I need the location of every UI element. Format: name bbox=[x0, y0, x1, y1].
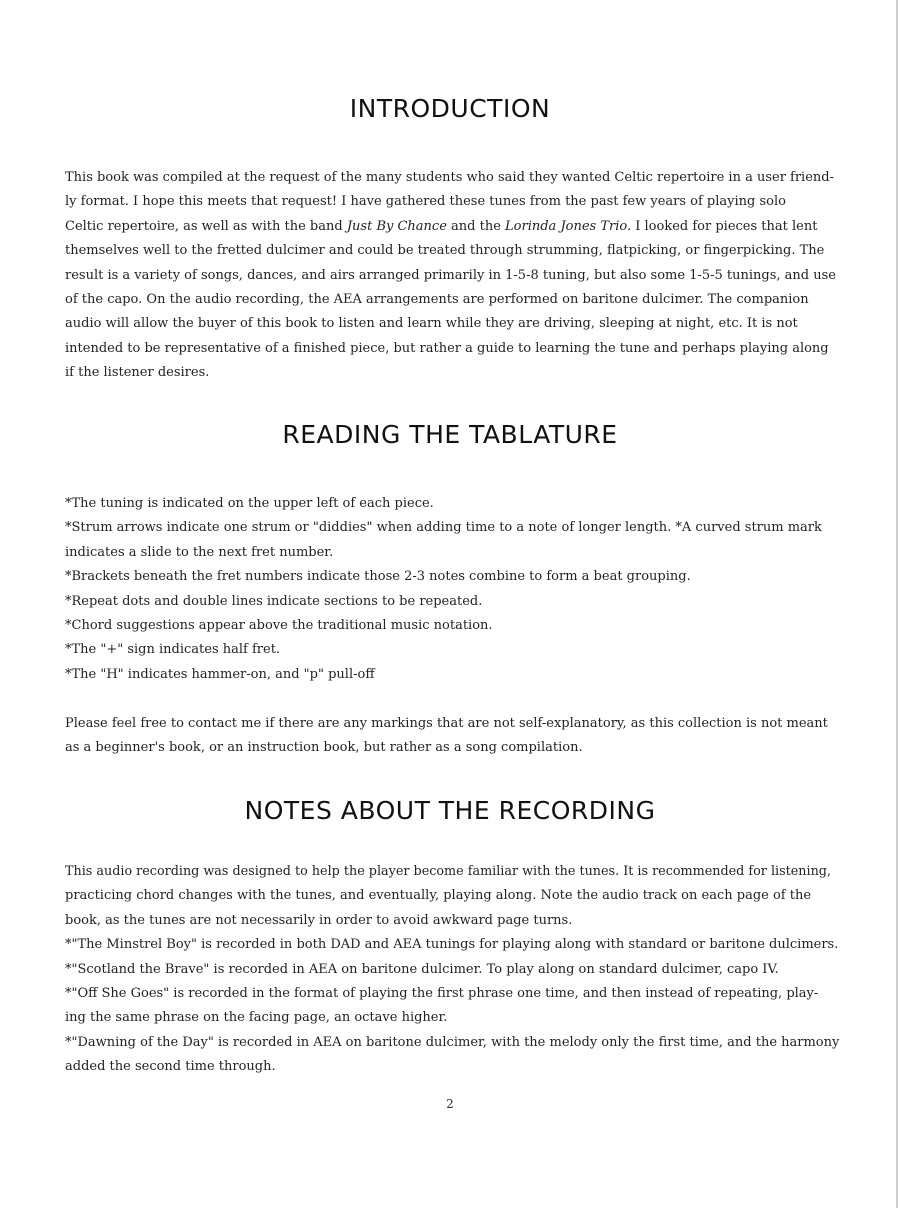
paragraph-line: as a beginner's book, or an instruction book, but rather as a song compilation. bbox=[65, 740, 583, 756]
paragraph-line: themselves well to the fretted dulcimer and could be treated through strumming, flatpicking, or fingerpicking. The bbox=[65, 243, 825, 259]
list-item: *The "+" sign indicates half fret. bbox=[65, 642, 281, 658]
paragraph-line: ly format. I hope this meets that request! I have gathered these tunes from the past few years of playing solo bbox=[65, 194, 786, 210]
paragraph-line: practicing chord changes with the tunes, and eventually, playing along. Note the audio track on each page of the bbox=[65, 888, 812, 904]
list-item: *"The Minstrel Boy" is recorded in both DAD and AEA tunings for playing along with standard or baritone dulcimers. bbox=[65, 937, 839, 953]
recording-paragraph bbox=[65, 860, 840, 1080]
paragraph-line bbox=[65, 215, 840, 239]
list-item: *Chord suggestions appear above the traditional music notation. bbox=[65, 617, 493, 633]
list-item: *Repeat dots and double lines indicate sections to be repeated. bbox=[65, 593, 483, 609]
tablature-list bbox=[65, 492, 840, 687]
list-item: *Brackets beneath the fret numbers indicate those 2-3 notes combine to form a beat grouping. bbox=[65, 569, 691, 585]
paragraph-line: result is a variety of songs, dances, and airs arranged primarily in 1-5-8 tuning, but also some 1-5-5 tunings, and use bbox=[65, 267, 836, 283]
tablature-note bbox=[65, 712, 840, 761]
trio-name: Lorinda Jones Trio. bbox=[505, 218, 632, 234]
list-item: *The "H" indicates hammer-on, and "p" pull-off bbox=[65, 666, 375, 682]
paragraph-line: added the second time through. bbox=[65, 1059, 276, 1075]
recording-heading: NOTES ABOUT THE RECORDING bbox=[244, 796, 656, 825]
paragraph-line: if the listener desires. bbox=[65, 365, 210, 381]
paragraph-text: I looked for pieces that lent bbox=[631, 218, 818, 234]
paragraph-line: book, as the tunes are not necessarily in order to avoid awkward page turns. bbox=[65, 912, 573, 928]
paragraph-line: ing the same phrase on the facing page, an octave higher. bbox=[65, 1010, 448, 1026]
list-item: *"Scotland the Brave" is recorded in AEA on baritone dulcimer. To play along on standard dulcimer, capo IV. bbox=[65, 961, 779, 977]
paragraph-line: Please feel free to contact me if there are any markings that are not self-explanatory, as this collection is not meant bbox=[65, 716, 828, 731]
paragraph-line: This book was compiled at the request of the many students who said they wanted Celtic repertoire in a user friend- bbox=[65, 170, 834, 185]
paragraph-text: and the bbox=[446, 218, 506, 234]
list-item: *The tuning is indicated on the upper left of each piece. bbox=[65, 496, 434, 511]
paragraph-line: of the capo. On the audio recording, the AEA arrangements are performed on baritone dulcimer. The companion bbox=[65, 291, 809, 307]
band-name: Just By Chance bbox=[346, 218, 447, 234]
list-item: *"Dawning of the Day" is recorded in AEA on baritone dulcimer, with the melody only the first time, and the harmony bbox=[65, 1034, 840, 1050]
paragraph-line: intended to be representative of a finished piece, but rather a guide to learning the tune and perhaps playing along bbox=[65, 340, 829, 356]
paragraph-line: This audio recording was designed to help the player become familiar with the tunes. It is recommended for listening, bbox=[65, 864, 832, 879]
list-item: indicates a slide to the next fret number. bbox=[65, 544, 334, 560]
tablature-heading: READING THE TABLATURE bbox=[282, 420, 618, 449]
page-number: 2 bbox=[446, 1097, 454, 1111]
paragraph-text: Celtic repertoire, as well as with the band bbox=[65, 218, 347, 234]
paragraph-line: audio will allow the buyer of this book to listen and learn while they are driving, sleeping at night, etc. It is not bbox=[65, 316, 798, 332]
list-item: *"Off She Goes" is recorded in the format of playing the first phrase one time, and then instead of repeating, play- bbox=[65, 985, 819, 1001]
page-edge-divider bbox=[896, 0, 898, 1208]
list-item: *Strum arrows indicate one strum or "diddies" when adding time to a note of longer length. *A curved strum mark bbox=[65, 520, 822, 536]
introduction-paragraph bbox=[65, 166, 840, 386]
introduction-heading: INTRODUCTION bbox=[349, 94, 551, 123]
